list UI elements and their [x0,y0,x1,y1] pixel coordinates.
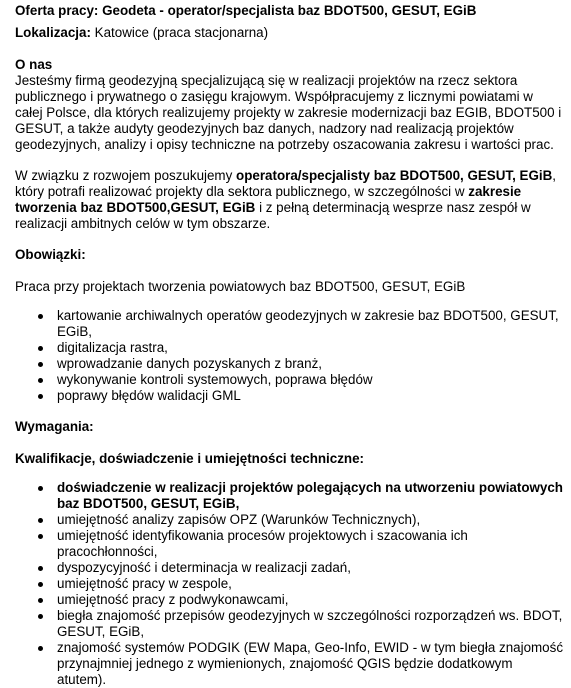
about-paragraph-2 [15,168,563,232]
about-title: O nas [15,57,53,72]
list-item: poprawy błędów walidacji GML [57,388,563,404]
list-item: znajomość systemów PODGIK (EW Mapa, Geo-Info, EWID - w tym biegła znajomość przynajmniej jednego z wymienionych, znajomość QGIS będzie dodatkowym atutem). [57,640,564,687]
about-p2-text-e: i z pełną determinacją wesprze nasz zespół w realizacji ambitnych celów w tym obszarze. [15,200,531,231]
location-value: Katowice (praca stacjonarna) [94,25,269,40]
about-p2-scope: zakresie tworzenia baz BDOT500,GESUT, EGiB [15,184,522,215]
requirements-title: Wymagania: [15,419,94,434]
offer-label: Oferta pracy: [15,3,99,18]
location-line [15,25,563,41]
duties-intro: Praca przy projektach tworzenia powiatowych baz BDOT500, GESUT, EGiB [15,279,466,294]
list-item: kartowanie archiwalnych operatów geodezyjnych w zakresie baz BDOT500, GESUT, EGiB, [57,308,563,340]
location-label: Lokalizacja: [15,25,91,40]
list-item: doświadczenie w realizacji projektów polegających na utworzeniu powiatowych baz BDOT500, GESUT, EGiB, [57,480,563,511]
about-p2-text-a: W związku z rozwojem poszukujemy [15,168,237,183]
list-item: umiejętność analizy zapisów OPZ (Warunków Technicznych), [57,512,563,528]
requirements-subtitle: Kwalifikacje, doświadczenie i umiejętności techniczne: [15,451,365,466]
list-item: wprowadzanie danych pozyskanych z branż, [57,356,563,372]
list-item: wykonywanie kontroli systemowych, poprawa błędów [57,372,563,388]
offer-title: Geodeta - operator/specjalista baz BDOT500, GESUT, EGiB [102,3,477,18]
duties-list [15,308,563,404]
list-item: biegła znajomość przepisów geodezyjnych w szczególności rozporządzeń ws. BDOT, GESUT, EGiB, [57,608,563,639]
duties-title: Obowiązki: [15,247,86,262]
list-item: umiejętność pracy w zespole, [57,576,563,592]
about-paragraph-1: Jesteśmy firmą geodezyjną specjalizującą się w realizacji projektów na rzecz sektora publicznego i prywatnego o zasięgu krajowym. Współpracujemy z licznymi powiatami w całej Polsce, dla których realizujemy projekty w zakresie modernizacji baz EGIB, BDOT500 i GESUT, a także audyty geodezyjnych baz danych, nadzory nad realizacją projektów geodezyjnych, analizy i opisy techniczne na potrzeby oszacowania zakresu i wartości prac. [15,73,562,152]
list-item: umiejętność pracy z podwykonawcami, [57,592,563,608]
list-item: dyspozycyjność i determinacja w realizacji zadań, [57,560,563,576]
list-item: umiejętność identyfikowania procesów projektowych i szacowania ich pracochłonności, [57,528,563,560]
requirements-list [15,480,563,688]
about-p2-role: operatora/specjalisty baz BDOT500, GESUT, EGiB [236,168,553,183]
about-p2-text-c: , który potrafi realizować projekty dla sektora publicznego, w szczególności w [15,168,557,199]
list-item: digitalizacja rastra, [57,340,563,356]
offer-title-line [15,3,563,19]
